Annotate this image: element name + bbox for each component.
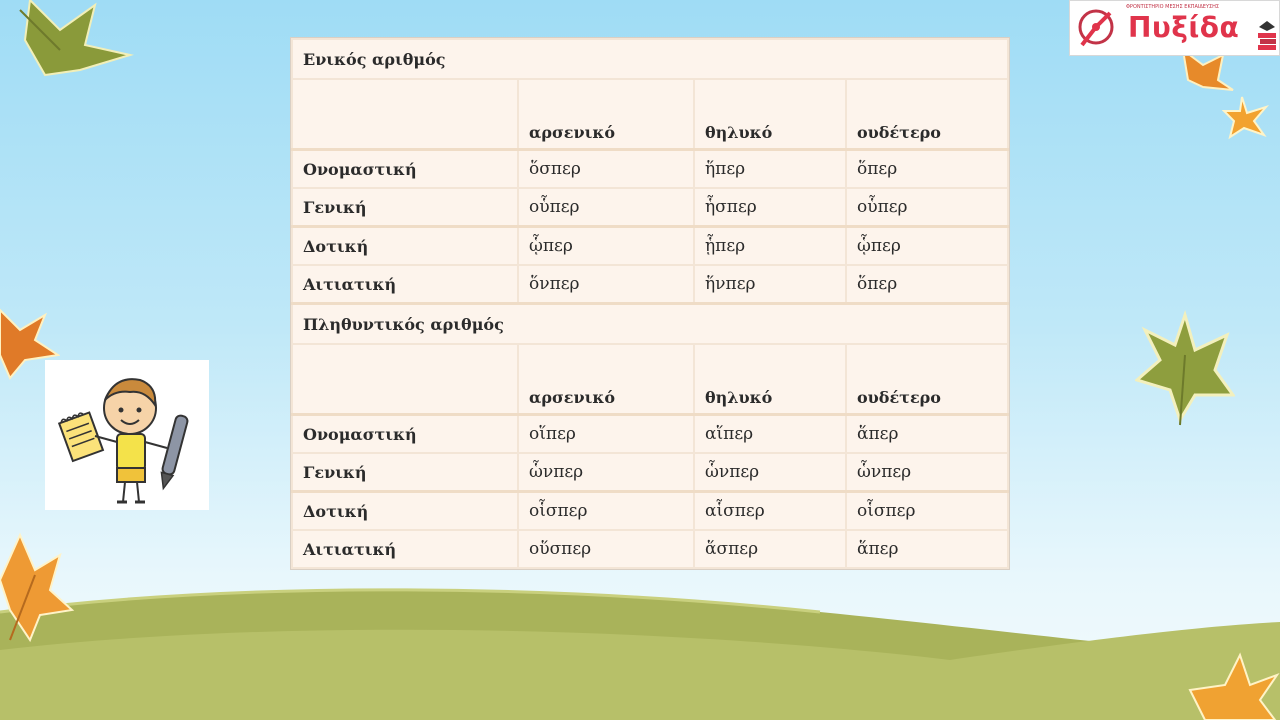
leaf-icon <box>0 530 75 645</box>
cell-feminine: ἧσπερ <box>694 188 846 227</box>
table-row <box>292 530 1008 568</box>
cell-feminine: ἥπερ <box>694 150 846 189</box>
student-with-pen-icon <box>45 360 209 510</box>
case-label: Δοτική <box>292 492 518 531</box>
table-row <box>292 415 1008 454</box>
cell-neuter: ᾧπερ <box>846 227 1008 266</box>
cell-neuter: οἷσπερ <box>846 492 1008 531</box>
header-empty <box>292 79 518 150</box>
header-masculine: αρσενικό <box>518 344 694 415</box>
header-masculine: αρσενικό <box>518 79 694 150</box>
table-row <box>292 150 1008 189</box>
leaf-icon <box>1222 95 1270 140</box>
section-title-singular: Ενικός αριθμός <box>292 39 1008 79</box>
table-row <box>292 492 1008 531</box>
cell-feminine: ᾗπερ <box>694 227 846 266</box>
table-row <box>292 453 1008 492</box>
header-feminine: θηλυκό <box>694 344 846 415</box>
case-label: Αιτιατική <box>292 530 518 568</box>
logo <box>1069 0 1280 56</box>
case-label: Δοτική <box>292 227 518 266</box>
table-row <box>292 265 1008 304</box>
cell-feminine: ἅσπερ <box>694 530 846 568</box>
cell-neuter: ἅπερ <box>846 415 1008 454</box>
case-label: Αιτιατική <box>292 265 518 304</box>
case-label: Γενική <box>292 453 518 492</box>
header-empty <box>292 344 518 415</box>
header-neuter: ουδέτερο <box>846 344 1008 415</box>
cell-feminine: αἷσπερ <box>694 492 846 531</box>
cell-neuter: οὗπερ <box>846 188 1008 227</box>
table-row <box>292 227 1008 266</box>
case-label: Ονομαστική <box>292 415 518 454</box>
cell-masculine: ὅνπερ <box>518 265 694 304</box>
books-icon <box>1256 15 1278 51</box>
cell-neuter: ὅπερ <box>846 265 1008 304</box>
cell-neuter: ὧνπερ <box>846 453 1008 492</box>
header-neuter: ουδέτερο <box>846 79 1008 150</box>
case-label: Ονομαστική <box>292 150 518 189</box>
section-title-plural: Πληθυντικός αριθμός <box>292 304 1008 345</box>
cell-masculine: ὅσπερ <box>518 150 694 189</box>
logo-tagline: ΦΡΟΝΤΙΣΤΗΡΙΟ ΜΕΣΗΣ ΕΚΠΑΙΔΕΥΣΗΣ <box>1126 4 1220 10</box>
cell-masculine: οὗπερ <box>518 188 694 227</box>
cell-masculine: ὧνπερ <box>518 453 694 492</box>
leaf-icon <box>1135 310 1235 435</box>
leaf-icon <box>1185 650 1280 720</box>
logo-text: Πυξίδα <box>1128 11 1240 44</box>
cell-neuter: ἅπερ <box>846 530 1008 568</box>
header-feminine: θηλυκό <box>694 79 846 150</box>
pronoun-declension-table <box>290 37 1010 570</box>
cell-feminine: αἵπερ <box>694 415 846 454</box>
logo-mark-icon <box>1074 5 1124 53</box>
cell-masculine: οἷσπερ <box>518 492 694 531</box>
table-row <box>292 188 1008 227</box>
cell-masculine: οὕσπερ <box>518 530 694 568</box>
leaf-icon <box>0 0 170 80</box>
cell-neuter: ὅπερ <box>846 150 1008 189</box>
cell-feminine: ὧνπερ <box>694 453 846 492</box>
cell-masculine: ᾧπερ <box>518 227 694 266</box>
case-label: Γενική <box>292 188 518 227</box>
cell-feminine: ἥνπερ <box>694 265 846 304</box>
cell-masculine: οἵπερ <box>518 415 694 454</box>
student-illustration <box>45 360 209 510</box>
